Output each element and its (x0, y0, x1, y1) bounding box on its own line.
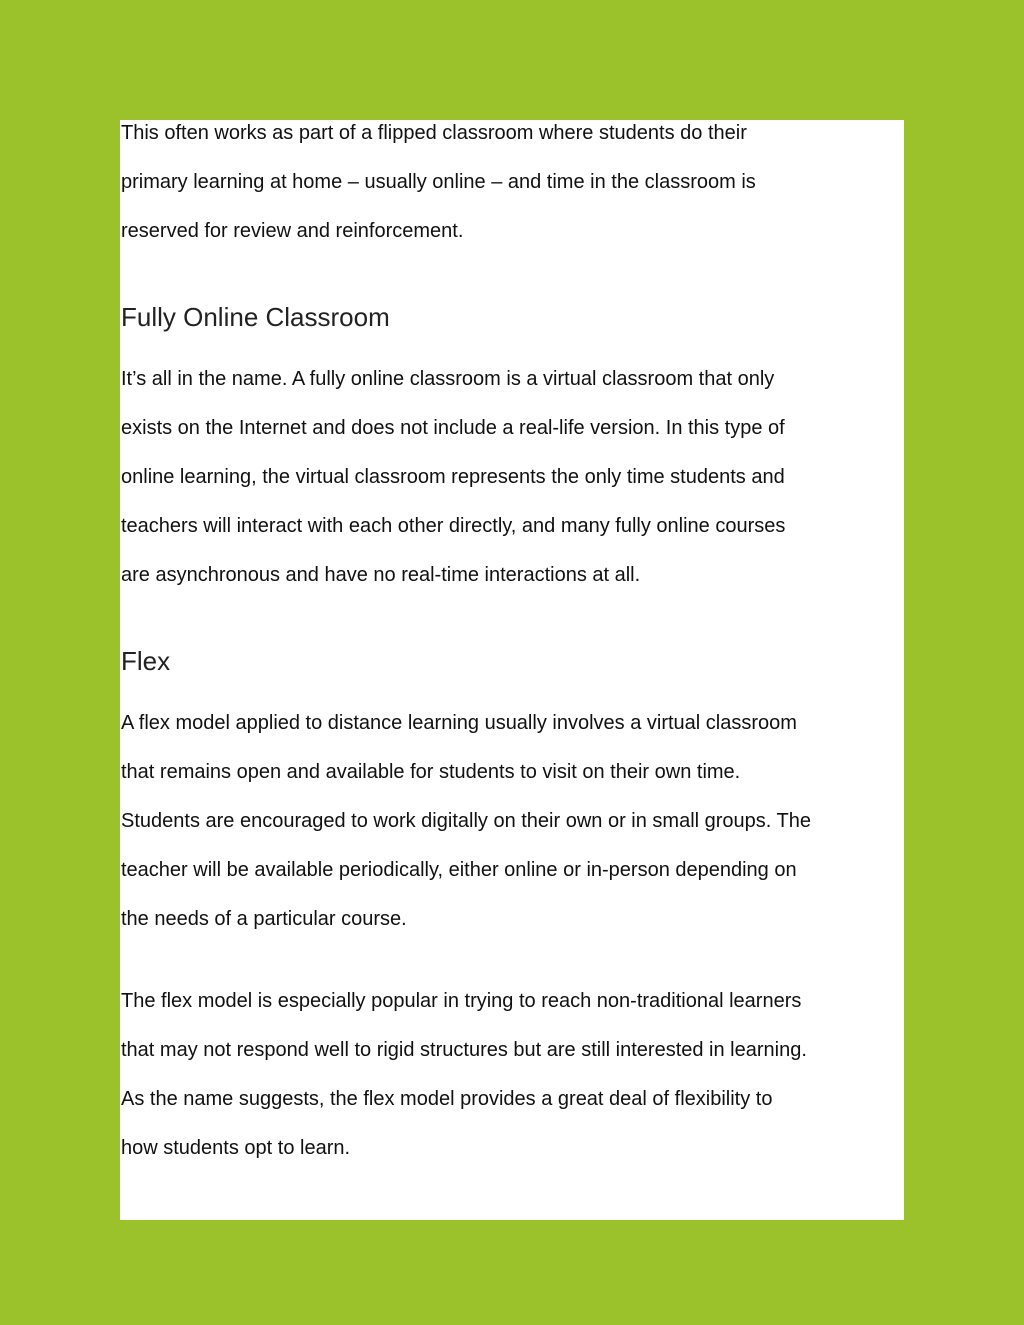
paragraph-line: online learning, the virtual classroom represents the only time students and (121, 466, 785, 488)
paragraph-line: This often works as part of a flipped classroom where students do their (121, 122, 747, 144)
document-page (120, 120, 904, 1220)
paragraph-line: reserved for review and reinforcement. (121, 220, 464, 242)
paragraph-line: Students are encouraged to work digitally on their own or in small groups. The (121, 810, 812, 832)
paragraph-line: The flex model is especially popular in trying to reach non-traditional learners (121, 990, 802, 1012)
section-heading-fully-online: Fully Online Classroom (121, 302, 390, 332)
paragraph-line: primary learning at home – usually online – and time in the classroom is (121, 171, 756, 193)
paragraph-line: teacher will be available periodically, either online or in-person depending on (121, 859, 797, 881)
paragraph-line: the needs of a particular course. (121, 908, 407, 930)
paragraph-line: It’s all in the name. A fully online classroom is a virtual classroom that only (121, 368, 775, 390)
paragraph-line: how students opt to learn. (121, 1137, 351, 1159)
section-heading-flex: Flex (121, 646, 171, 676)
paragraph-line: exists on the Internet and does not include a real-life version. In this type of (121, 417, 785, 439)
paragraph-line: A flex model applied to distance learning usually involves a virtual classroom (121, 712, 797, 734)
paragraph-line: that remains open and available for students to visit on their own time. (121, 761, 741, 783)
paragraph-line: As the name suggests, the flex model provides a great deal of flexibility to (121, 1088, 773, 1110)
paragraph-line: that may not respond well to rigid structures but are still interested in learning. (121, 1039, 807, 1061)
paragraph-line: teachers will interact with each other directly, and many fully online courses (121, 515, 786, 537)
paragraph-line: are asynchronous and have no real-time interactions at all. (121, 564, 641, 586)
